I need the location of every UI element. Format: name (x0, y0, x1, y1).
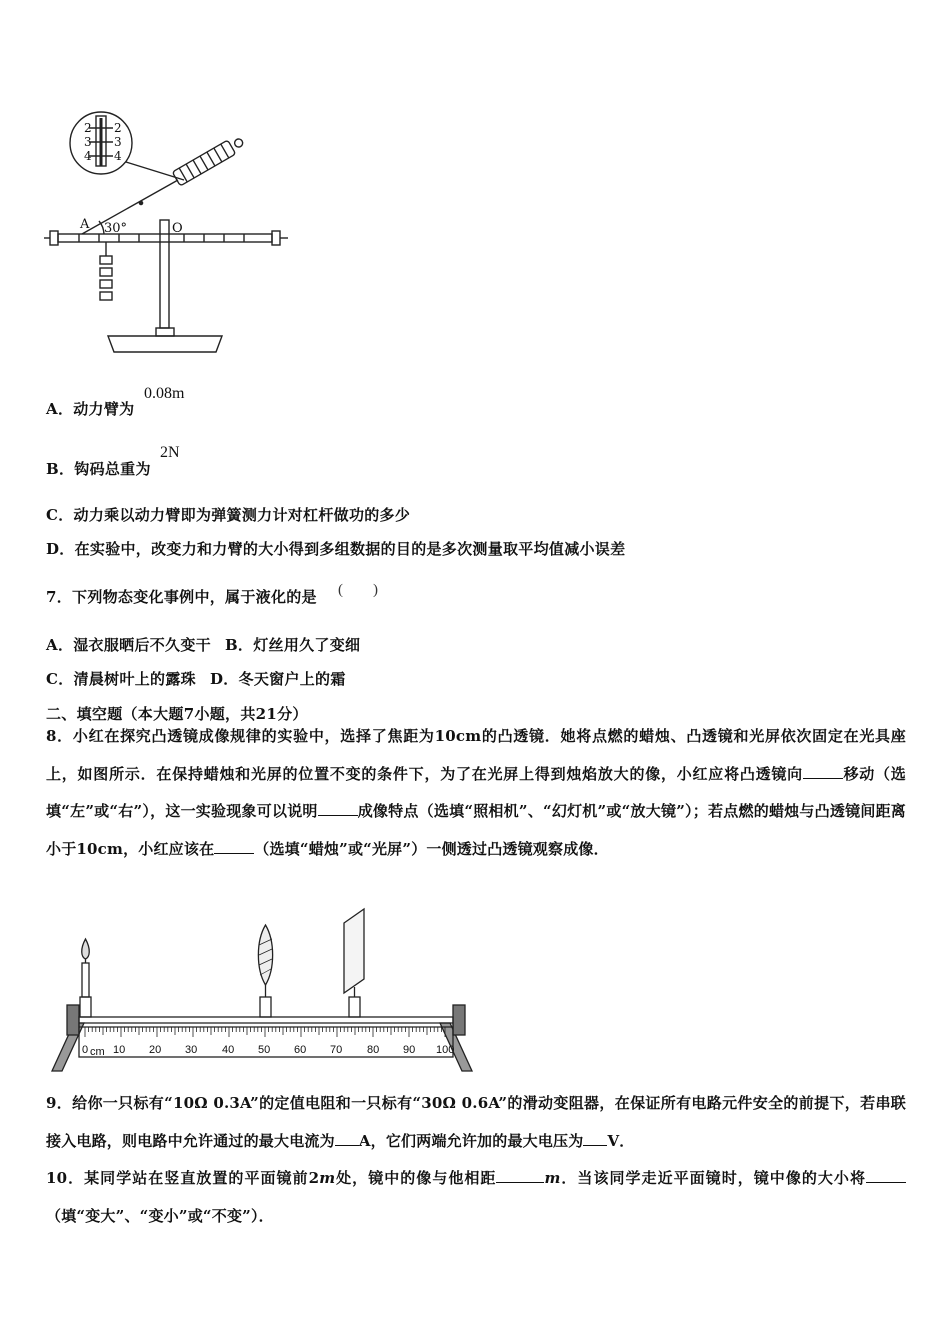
q8-part4: （选填“蜡烛”或“光屏”）一侧透过凸透镜观察成像． (254, 839, 609, 858)
q8-blank-1[interactable] (803, 764, 843, 779)
q8-paragraph (46, 718, 906, 868)
tick-label-100: 100 (436, 1044, 455, 1056)
tick-label-40: 40 (222, 1044, 235, 1056)
q10-part3: ．当该同学走近平面镜时，镜中像的大小将 (560, 1169, 866, 1187)
point-o-label: O (172, 221, 183, 236)
scale-label-4l: 4 (84, 149, 92, 163)
q9-part3: V． (607, 1131, 635, 1150)
q7-option-d: D．冬天窗户上的霜 (209, 670, 346, 688)
point-a-label: A (80, 217, 90, 232)
tick-label-60: 60 (294, 1044, 307, 1056)
q8-part3: 成像特点（选填“照相机”、“幻灯机”或“放大镜”）；若点燃的蜡烛与凸透镜间距离小于10cm，小红应该在 (46, 802, 907, 858)
q6-option-a-text: A．动力臂为 (46, 400, 135, 418)
scale-label-2l: 2 (84, 121, 92, 135)
q6-option-b-value: 2N (160, 444, 180, 461)
q10-part1: 10．某同学站在竖直放置的平面镜前2 (46, 1169, 320, 1187)
q7-option-c: C．清晨树叶上的露珠 (46, 670, 196, 688)
support-base (108, 336, 222, 352)
optical-bench-figure (44, 905, 484, 1077)
candle-flame (82, 939, 90, 959)
q10-paragraph (46, 1160, 906, 1235)
screen-holder (349, 997, 360, 1017)
convex-lens (258, 925, 272, 985)
q7-answer-bracket: ( ) (338, 582, 378, 598)
lever-figure (44, 108, 294, 360)
q6-option-c: C．动力乘以动力臂即为弹簧测力计对杠杆做功的多少 (46, 506, 411, 524)
q9-blank-2[interactable] (583, 1131, 607, 1146)
q7-option-b: B．灯丝用久了变细 (224, 636, 361, 654)
q6-option-b-text: B．钩码总重为 (46, 460, 151, 478)
q6-option-b (46, 458, 151, 479)
lever-bar (58, 234, 272, 242)
q10-part2: 处，镜中的像与他相距 (335, 1169, 497, 1187)
tick-unit: cm (90, 1046, 105, 1058)
candle-holder (80, 997, 91, 1017)
tick-label-30: 30 (185, 1044, 198, 1056)
q9-part1: 9．给你一只标有“10Ω 0.3A”的定值电阻和一只标有“30Ω 0.6A”的滑动变阻器，在保证所有电路元件安全的前提下，若串联接入电路，则电路中允许通过的最大电流为 (46, 1094, 906, 1150)
section-2-heading: 二、填空题（本大题7小题，共21分） (46, 705, 308, 723)
q10-unit-1: m (319, 1169, 336, 1187)
q6-option-a-value: 0.08m (144, 385, 185, 402)
q7-stem-text: 7．下列物态变化事例中，属于液化的是 (46, 588, 317, 606)
q8-part2: 移动（选填“左”或“右”），这一实验现象可以说明 (46, 764, 906, 820)
scale-label-2r: 2 (114, 121, 122, 135)
q8-blank-2[interactable] (318, 801, 358, 816)
scale-label-4r: 4 (114, 149, 122, 163)
light-screen (344, 909, 364, 993)
q10-unit-2: m (544, 1169, 561, 1187)
angle-label: 30° (104, 221, 128, 236)
lens-holder (260, 997, 271, 1017)
tick-label-80: 80 (367, 1044, 380, 1056)
tick-label-10: 10 (113, 1044, 126, 1056)
q9-blank-1[interactable] (335, 1131, 359, 1146)
tick-label-50: 50 (258, 1044, 271, 1056)
q10-part4: （填“变大”、“变小”或“不变”）． (46, 1206, 274, 1225)
q9-part2: A，它们两端允许加的最大电压为 (358, 1131, 584, 1150)
q8-blank-3[interactable] (214, 839, 254, 854)
support-pillar (160, 220, 169, 328)
q7-options-row2 (46, 668, 346, 689)
q7-option-a: A．湿衣服晒后不久变干 (46, 636, 211, 654)
q9-paragraph (46, 1085, 906, 1160)
tick-label-20: 20 (149, 1044, 162, 1056)
candle (82, 963, 89, 997)
q7-options-row1 (46, 634, 360, 655)
scale-label-3l: 3 (84, 135, 92, 149)
tick-label-90: 90 (403, 1044, 416, 1056)
ruler-ticks (85, 1027, 445, 1037)
q6-option-a (46, 398, 134, 419)
scale-label-3r: 3 (114, 135, 122, 149)
q10-blank-2[interactable] (866, 1168, 906, 1183)
q7-stem (46, 586, 317, 607)
tick-label-0: 0 (82, 1044, 89, 1056)
tick-label-70: 70 (330, 1044, 343, 1056)
q6-option-d: D．在实验中，改变力和力臂的大小得到多组数据的目的是多次测量取平均值减小误差 (46, 540, 626, 558)
q8-part1: 8．小红在探究凸透镜成像规律的实验中，选择了焦距为10cm的凸透镜．她将点燃的蜡烛、凸透镜和光屏依次固定在光具座上，如图所示．在保持蜡烛和光屏的位置不变的条件下，为了在光屏上得到烛焰放大的像，小红应将凸透镜向 (46, 727, 906, 783)
q10-blank-1[interactable] (496, 1168, 544, 1183)
pull-string (82, 180, 178, 234)
